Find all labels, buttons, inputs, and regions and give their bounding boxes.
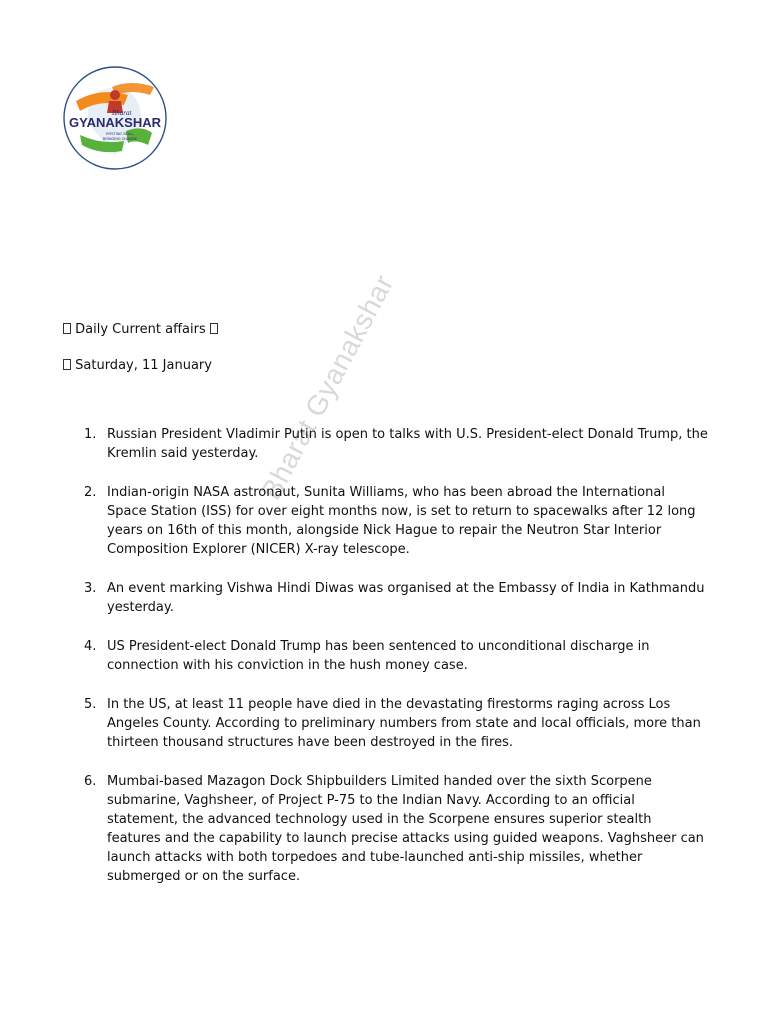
brand-logo: [62, 65, 168, 171]
news-item: [0, 695, 768, 752]
news-item-text: Indian-origin NASA astronaut, Sunita Williams, who has been abroad the International Space Station (ISS) for over eight months now, is set to return to spacewalks after 12 long years on 16th of this month, alongside Nick Hague to repair the Neutron Star Interior Composition Explorer (NICER) X-ray telescope.: [107, 485, 696, 557]
news-item-number: 4.: [84, 639, 97, 654]
logo-small-text: Bharat: [112, 109, 132, 117]
news-item: [0, 579, 768, 617]
page-title: Daily Current affairs: [75, 322, 206, 337]
news-item: [0, 425, 768, 463]
news-item: [0, 637, 768, 675]
emoji-placeholder-icon: [63, 323, 71, 334]
emoji-placeholder-icon: [63, 359, 71, 370]
news-item-text: Russian President Vladimir Putin is open to talks with U.S. President-elect Donald Trump, the Kremlin said yesterday.: [107, 427, 708, 461]
logo-tagline-1: ERSTING SKILL,: [106, 132, 134, 136]
news-item-number: 5.: [84, 697, 97, 712]
news-item-number: 1.: [84, 427, 97, 442]
news-item-text: US President-elect Donald Trump has been sentenced to unconditional discharge in connection with his conviction in the hush money case.: [107, 639, 650, 673]
news-item: [0, 483, 768, 559]
logo-tagline-2: BRINGING CHANGE: [102, 137, 138, 141]
news-item-number: 6.: [84, 774, 97, 789]
page-date: Saturday, 11 January: [75, 358, 212, 373]
date-line: [63, 357, 212, 375]
news-item: [0, 772, 768, 886]
news-list: [0, 425, 768, 906]
news-item-number: 2.: [84, 485, 97, 500]
logo-main-text: GYANAKSHAR: [69, 115, 161, 130]
news-item-text: Mumbai-based Mazagon Dock Shipbuilders Limited handed over the sixth Scorpene submarine, Vaghsheer, of Project P-75 to the Indian Navy. According to an official statement, the advanced technology used in the Scorpene ensures superior stealth features and the capability to launch precise attacks using guided weapons. Vaghsheer can launch attacks with both torpedoes and tube-launched anti-ship missiles, whether submerged or on the surface.: [107, 774, 704, 884]
watermark-text: Bharat Gyanakshar: [255, 269, 400, 505]
news-item-text: An event marking Vishwa Hindi Diwas was organised at the Embassy of India in Kathmandu yesterday.: [107, 581, 705, 615]
news-item-text: In the US, at least 11 people have died in the devastating firestorms raging across Los Angeles County. According to preliminary numbers from state and local officials, more than thirteen thousand structures have been destroyed in the fires.: [107, 697, 701, 750]
news-item-number: 3.: [84, 581, 97, 596]
emoji-placeholder-icon: [210, 323, 218, 334]
title-line: [63, 321, 218, 339]
